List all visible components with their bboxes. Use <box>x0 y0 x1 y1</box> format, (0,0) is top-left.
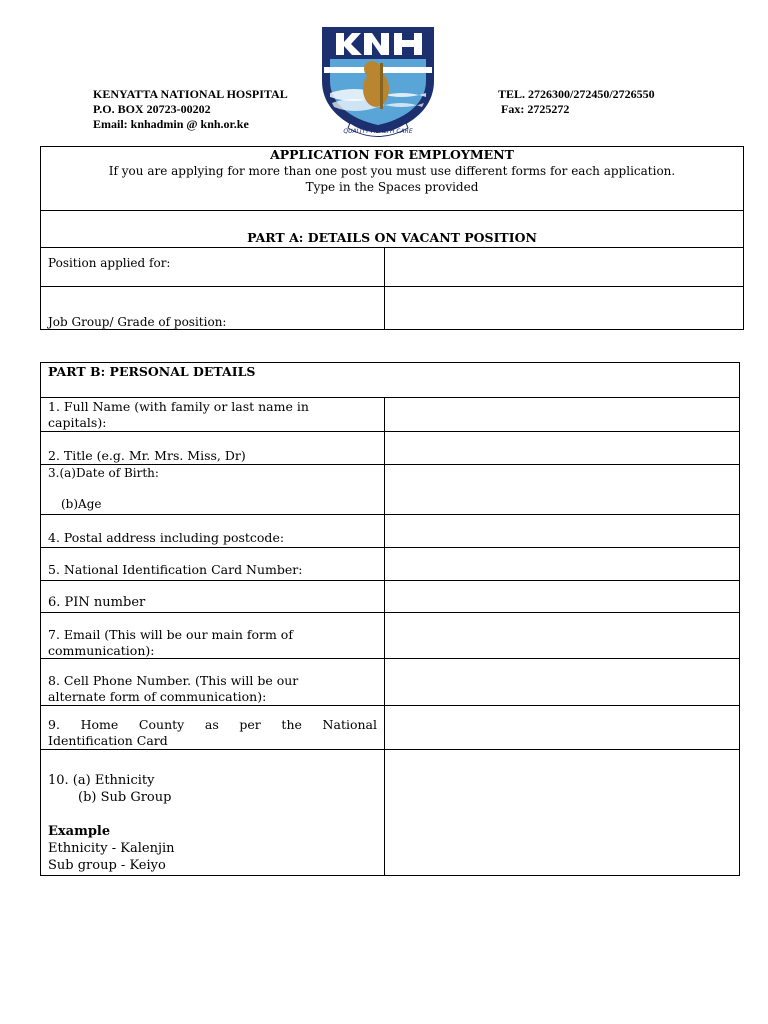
national-id-label: 5. National Identification Card Number: <box>48 562 303 577</box>
po-box: P.O. BOX 20723-00202 <box>93 102 211 116</box>
age-label: (b)Age <box>61 497 102 511</box>
form-instruction: If you are applying for more than one post you must use different forms for each application. <box>108 164 676 178</box>
hospital-contact-block <box>498 87 655 117</box>
home-county-label-cont: Identification Card <box>48 733 168 748</box>
part-b-heading: PART B: PERSONAL DETAILS <box>48 364 256 379</box>
knh-logo <box>314 23 442 139</box>
example-sub-group: Sub group - Keiyo <box>48 858 166 873</box>
email-label-cont: communication): <box>48 643 155 658</box>
position-applied-field[interactable] <box>385 248 743 286</box>
example-label: Example <box>48 824 111 839</box>
part-a-heading: PART A: DETAILS ON VACANT POSITION <box>247 230 537 245</box>
postal-address-label: 4. Postal address including postcode: <box>48 530 285 545</box>
job-group-field[interactable] <box>385 287 743 329</box>
email-field[interactable] <box>385 613 739 658</box>
title-label: 2. Title (e.g. Mr. Mrs. Miss, Dr) <box>48 448 246 463</box>
job-group-label: Job Group/ Grade of position: <box>48 315 227 329</box>
date-of-birth-label: 3.(a)Date of Birth: <box>48 466 159 480</box>
pin-field[interactable] <box>385 581 739 612</box>
svg-text:QUALITY HEALTH CARE: QUALITY HEALTH CARE <box>343 128 413 135</box>
cell-phone-label: 8. Cell Phone Number. (This will be our <box>48 673 299 688</box>
telephone: TEL. 2726300/272450/2726550 <box>498 87 655 101</box>
fax: Fax: 2725272 <box>501 102 570 116</box>
date-of-birth-age-field[interactable] <box>385 465 739 514</box>
ethnicity-field[interactable] <box>385 750 739 875</box>
hospital-email: Email: knhadmin @ knh.or.ke <box>93 117 249 131</box>
home-county-field[interactable] <box>385 706 739 749</box>
email-label: 7. Email (This will be our main form of <box>48 627 293 642</box>
home-county-label: 9. Home County as per the National <box>48 717 377 732</box>
form-instruction-type: Type in the Spaces provided <box>305 180 479 194</box>
national-id-field[interactable] <box>385 548 739 580</box>
full-name-label: 1. Full Name (with family or last name in <box>48 399 309 414</box>
cell-phone-field[interactable] <box>385 659 739 705</box>
hospital-address-block <box>93 87 288 132</box>
form-title: APPLICATION FOR EMPLOYMENT <box>270 147 514 162</box>
cell-phone-label-cont: alternate form of communication): <box>48 689 267 704</box>
ethnicity-label: 10. (a) Ethnicity <box>48 773 155 788</box>
position-applied-label: Position applied for: <box>48 256 171 270</box>
example-ethnicity: Ethnicity - Kalenjin <box>48 841 175 856</box>
pin-label: 6. PIN number <box>48 595 146 610</box>
full-name-label-cont: capitals): <box>48 415 107 430</box>
full-name-field[interactable] <box>385 398 739 431</box>
hospital-name: KENYATTA NATIONAL HOSPITAL <box>93 87 288 101</box>
divider <box>40 210 744 211</box>
postal-address-field[interactable] <box>385 515 739 547</box>
title-field[interactable] <box>385 432 739 464</box>
sub-group-label: (b) Sub Group <box>78 790 172 805</box>
